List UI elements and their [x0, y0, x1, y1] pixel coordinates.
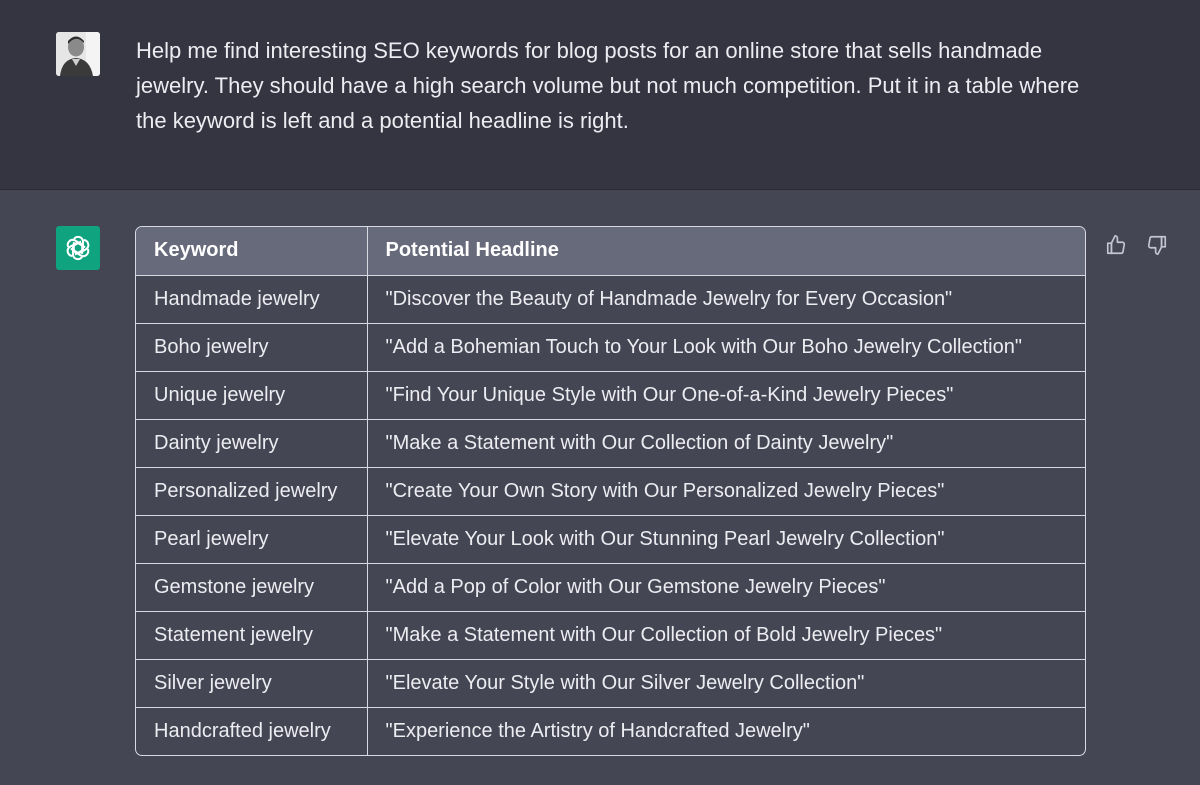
assistant-message — [0, 190, 1200, 785]
keyword-cell: Dainty jewelry — [136, 419, 367, 467]
openai-logo-icon — [56, 226, 100, 270]
table-row — [136, 707, 1085, 755]
headline-cell: "Add a Pop of Color with Our Gemstone Jewelry Pieces" — [367, 563, 1085, 611]
table-row — [136, 659, 1085, 707]
headline-cell: "Make a Statement with Our Collection of Dainty Jewelry" — [367, 419, 1085, 467]
table-row — [136, 467, 1085, 515]
column-header-headline: Potential Headline — [367, 227, 1085, 275]
user-photo-icon — [56, 32, 100, 76]
headline-cell: "Create Your Own Story with Our Personalized Jewelry Pieces" — [367, 467, 1085, 515]
keyword-cell: Personalized jewelry — [136, 467, 367, 515]
headline-cell: "Elevate Your Style with Our Silver Jewelry Collection" — [367, 659, 1085, 707]
user-message — [0, 0, 1200, 190]
thumbs-up-icon — [1105, 234, 1127, 256]
keyword-cell: Gemstone jewelry — [136, 563, 367, 611]
thumbs-up-button[interactable] — [1103, 232, 1129, 258]
table-row — [136, 563, 1085, 611]
headline-cell: "Experience the Artistry of Handcrafted Jewelry" — [385, 719, 810, 742]
keyword-cell: Statement jewelry — [136, 611, 367, 659]
table-row — [136, 611, 1085, 659]
user-avatar — [56, 32, 100, 76]
headline-cell: "Find Your Unique Style with Our One-of-a-Kind Jewelry Pieces" — [367, 371, 1085, 419]
keyword-cell: Unique jewelry — [136, 371, 367, 419]
table-row — [136, 419, 1085, 467]
headline-cell: "Add a Bohemian Touch to Your Look with Our Boho Jewelry Collection" — [367, 323, 1085, 371]
prompt-text: Help me find interesting SEO keywords for blog posts for an online store that sells handmade jewelry. They should have a high search volume but not much competition. Put it in a table where the keyword is left and a potential headline is right. — [136, 38, 1080, 133]
keyword-cell: Pearl jewelry — [136, 515, 367, 563]
keyword-cell: Handmade jewelry — [136, 275, 367, 323]
headline-cell: "Make a Statement with Our Collection of Bold Jewelry Pieces" — [367, 611, 1085, 659]
table-row — [136, 515, 1085, 563]
keyword-cell: Handcrafted jewelry — [136, 707, 367, 755]
column-header-keyword: Keyword — [136, 227, 367, 275]
table-row — [136, 275, 1085, 323]
table-row — [136, 323, 1085, 371]
keyword-table — [135, 226, 1086, 756]
keyword-cell: Silver jewelry — [136, 659, 367, 707]
table-row — [136, 371, 1085, 419]
keyword-cell: Boho jewelry — [136, 323, 367, 371]
headline-cell: "Discover the Beauty of Handmade Jewelry for Every Occasion" — [367, 275, 1085, 323]
thumbs-down-icon — [1146, 234, 1168, 256]
headline-cell: "Elevate Your Look with Our Stunning Pearl Jewelry Collection" — [367, 515, 1085, 563]
thumbs-down-button[interactable] — [1144, 232, 1170, 258]
table-header-row — [136, 227, 1085, 275]
